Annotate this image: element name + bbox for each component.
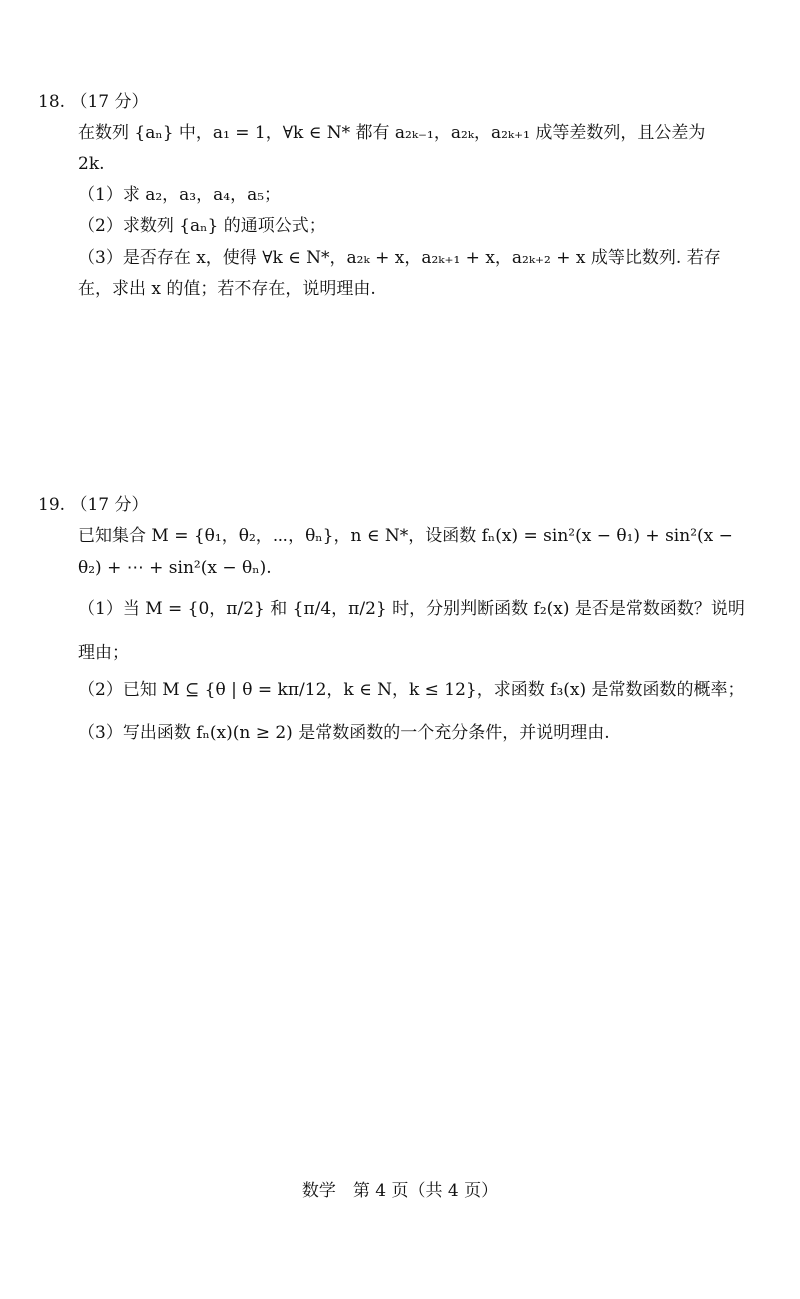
q19-part3: （3）写出函数 fₙ(x)(n ≥ 2) 是常数函数的一个充分条件，并说明理由. [78,723,610,743]
q19-part1-line2: 理由； [78,643,129,663]
q18-stem-line1: 在数列 {aₙ} 中，a₁ = 1，∀k ∈ N* 都有 a₂ₖ₋₁，a₂ₖ，a₂ₖ₊₁ 成等差数列，且公差为 [78,123,706,143]
q19-part1-line1: （1）当 M = {0，π/2} 和 {π/4，π/2} 时，分别判断函数 f₂(x) 是否是常数函数？说明 [78,599,745,619]
q18-part2: （2）求数列 {aₙ} 的通项公式； [78,216,326,236]
q19-header: 19. （17 分） [38,495,149,515]
q19-stem-line2: θ₂) + ⋯ + sin²(x − θₙ). [78,558,272,578]
q18-part1: （1）求 a₂，a₃，a₄，a₅； [78,185,282,205]
q18-stem-line2: 2k. [78,154,105,174]
q19-part2: （2）已知 M ⊆ {θ | θ = kπ/12，k ∈ N，k ≤ 12}，求函数 f₃(x) 是常数函数的概率； [78,680,745,700]
q18-header: 18. （17 分） [38,92,149,112]
q19-stem-line1: 已知集合 M = {θ₁，θ₂，⋯，θₙ}，n ∈ N*，设函数 fₙ(x) = sin²(x − θ₁) + sin²(x − [78,526,733,546]
q18-part3-line2: 在，求出 x 的值；若不存在，说明理由. [78,279,376,299]
q18-part3-line1: （3）是否存在 x，使得 ∀k ∈ N*，a₂ₖ + x，a₂ₖ₊₁ + x，a₂ₖ₊₂ + x 成等比数列. 若存 [78,248,721,268]
page-footer: 数学 第 4 页（共 4 页） [301,1181,499,1201]
